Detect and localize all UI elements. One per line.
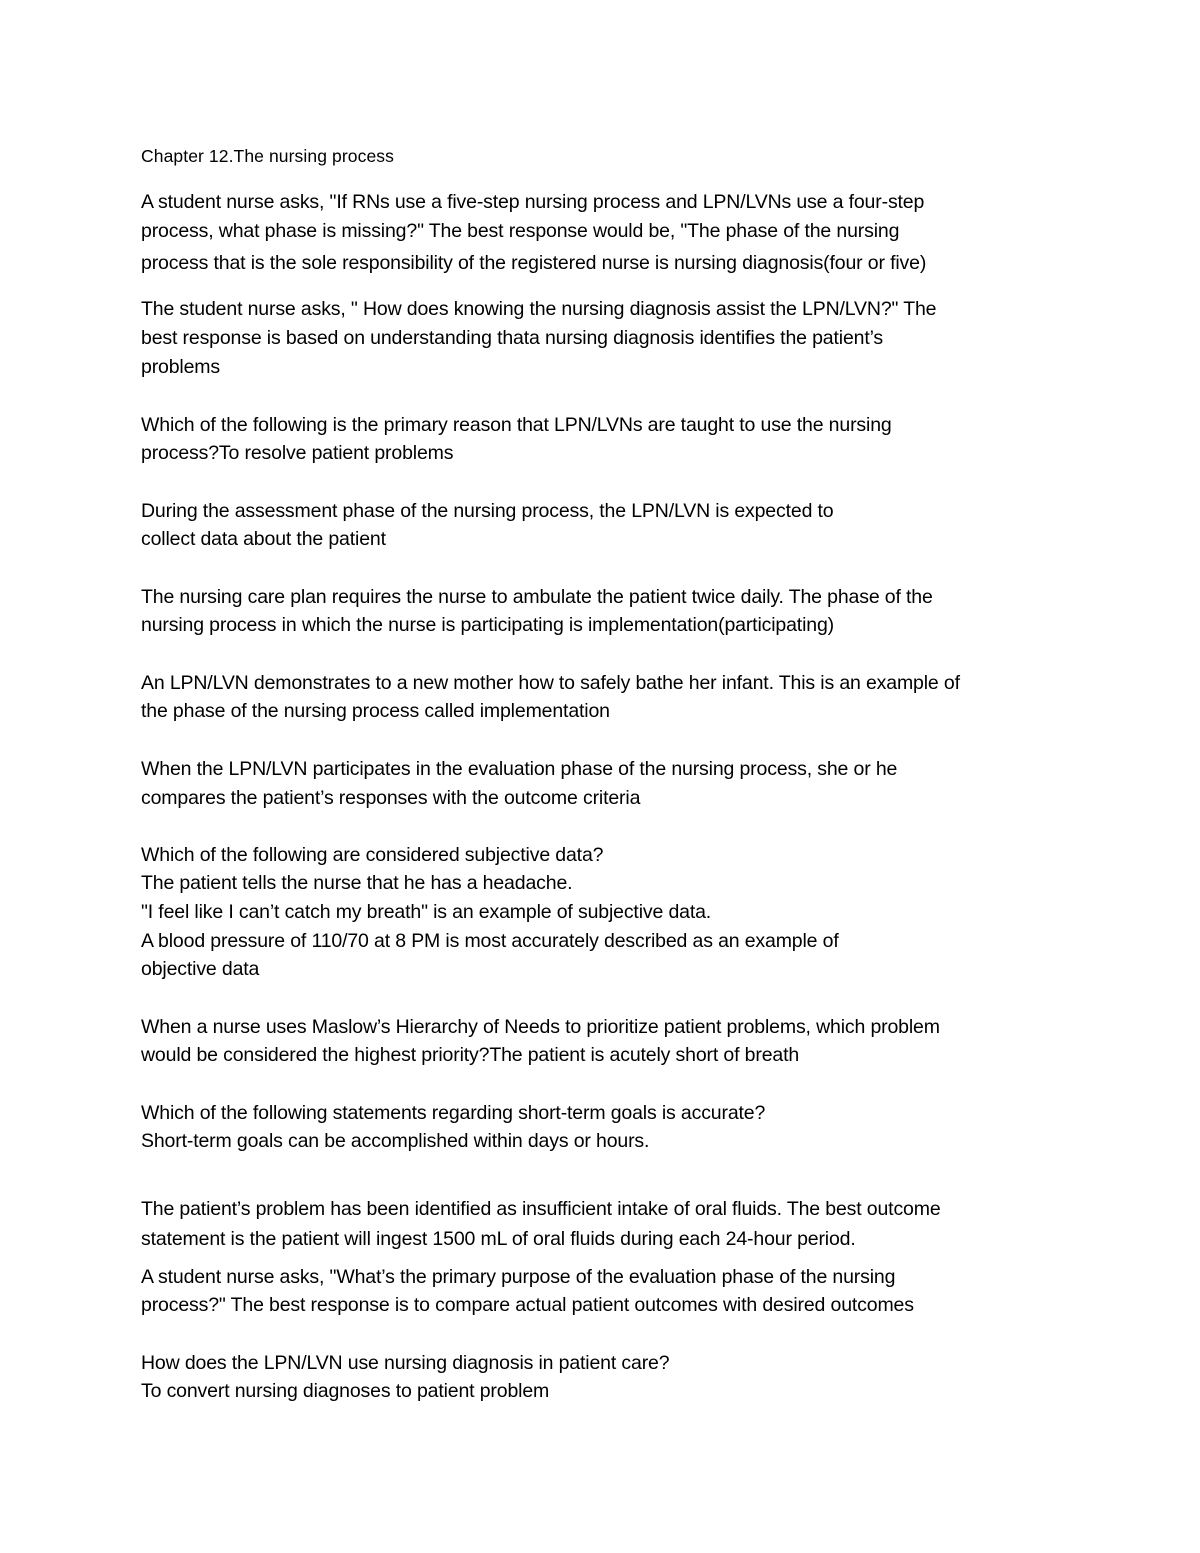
text-line: How does the LPN/LVN use nursing diagnosis in patient care? (141, 1352, 670, 1374)
text-line: process?" The best response is to compare actual patient outcomes with desired outcomes (141, 1294, 914, 1316)
text-line: To convert nursing diagnoses to patient problem (141, 1380, 550, 1402)
text-line: process that is the sole responsibility of the registered nurse is nursing diagnosis(four or five) (141, 252, 927, 274)
text-line: When the LPN/LVN participates in the evaluation phase of the nursing process, she or he (141, 758, 898, 780)
text-line: "I feel like I can’t catch my breath" is an example of subjective data. (141, 901, 712, 923)
text-line: An LPN/LVN demonstrates to a new mother how to safely bathe her infant. This is an example of (141, 672, 960, 694)
text-line: collect data about the patient (141, 528, 386, 550)
text-line: The patient’s problem has been identified as insufficient intake of oral fluids. The best outcome (141, 1198, 941, 1220)
text-line: objective data (141, 958, 260, 980)
text-line: The nursing care plan requires the nurse to ambulate the patient twice daily. The phase of the (141, 586, 933, 608)
text-line: When a nurse uses Maslow’s Hierarchy of Needs to prioritize patient problems, which problem (141, 1016, 940, 1038)
text-line: A student nurse asks, "If RNs use a five-step nursing process and LPN/LVNs use a four-step (141, 191, 925, 213)
text-line: Which of the following statements regarding short-term goals is accurate? (141, 1102, 766, 1124)
text-line: The patient tells the nurse that he has a headache. (141, 872, 573, 894)
text-line: problems (141, 356, 220, 378)
text-line: During the assessment phase of the nursing process, the LPN/LVN is expected to (141, 500, 834, 522)
page-title: Chapter 12.The nursing process (141, 146, 394, 166)
text-line: nursing process in which the nurse is participating is implementation(participating) (141, 614, 834, 636)
text-line: Which of the following is the primary reason that LPN/LVNs are taught to use the nursing (141, 414, 892, 436)
text-line: Short-term goals can be accomplished within days or hours. (141, 1130, 650, 1152)
text-line: the phase of the nursing process called implementation (141, 700, 610, 722)
text-line: would be considered the highest priority?The patient is acutely short of breath (141, 1044, 800, 1066)
text-line: process, what phase is missing?" The best response would be, "The phase of the nursing (141, 220, 900, 242)
text-line: A blood pressure of 110/70 at 8 PM is most accurately described as an example of (141, 930, 839, 952)
text-line: process?To resolve patient problems (141, 442, 454, 464)
text-line: A student nurse asks, "What’s the primary purpose of the evaluation phase of the nursing (141, 1266, 896, 1288)
text-line: compares the patient’s responses with the outcome criteria (141, 787, 641, 809)
text-line: The student nurse asks, " How does knowing the nursing diagnosis assist the LPN/LVN?" The (141, 298, 937, 320)
text-line: statement is the patient will ingest 1500 mL of oral fluids during each 24-hour period. (141, 1228, 856, 1250)
text-line: best response is based on understanding thata nursing diagnosis identifies the patient’s (141, 327, 884, 349)
text-line: Which of the following are considered subjective data? (141, 844, 604, 866)
